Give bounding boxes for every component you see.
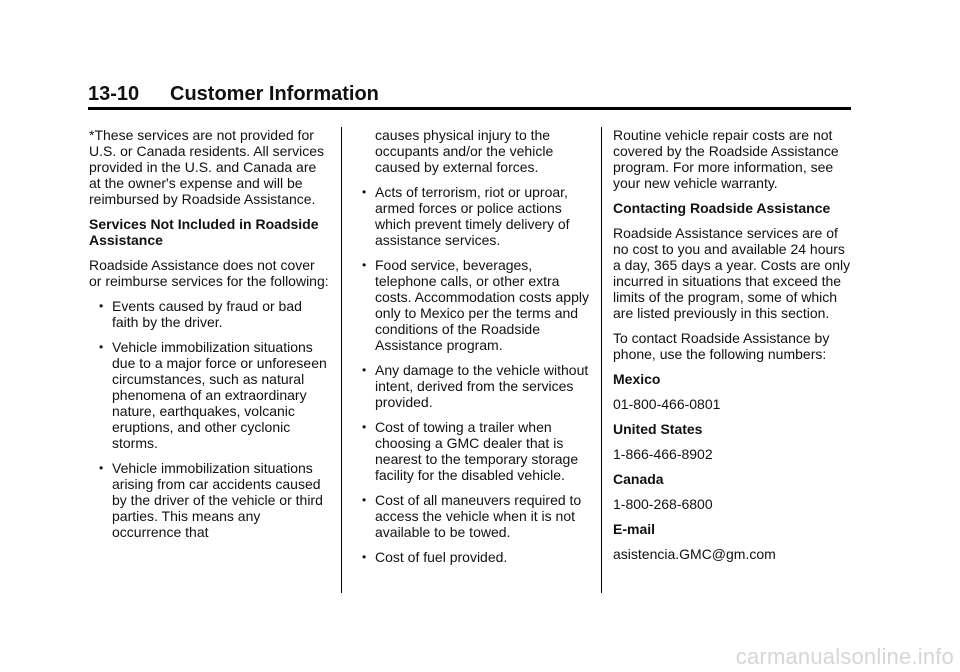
bullet-icon: •: [362, 258, 367, 272]
intro-paragraph: *These services are not provided for U.S. or Canada residents. All services provided in the U.S. and Canada are at the owner's expense and will be reimbursed by Roadside Assistance.: [89, 127, 324, 207]
phone-united-states: 1-866-466-8902: [613, 446, 713, 462]
list-item: • Food service, beverages, telephone calls, or other extra costs. Accommodation costs apply only to Mexico per the terms and conditions of the Roadside Assistance program.: [362, 257, 589, 353]
phone-intro: To contact Roadside Assistance by phone, use the following numbers:: [613, 330, 830, 362]
list-item: • Vehicle immobilization situations due to a major force or unforeseen circumstances, such as natural phenomena of an extraordinary nature, earthquakes, volcanic eruptions, and other cyclonic storms.: [99, 339, 327, 451]
bullet-icon: •: [362, 185, 367, 199]
watermark: carmanualsonline.info: [735, 644, 954, 669]
contact-label-united-states: United States: [613, 421, 703, 437]
list-item: • Cost of fuel provided.: [362, 549, 508, 565]
column-divider: [341, 127, 342, 593]
subheading: Services Not Included in Roadside Assistance: [89, 216, 319, 248]
exclusion-list: [89, 298, 331, 540]
lead-paragraph: Roadside Assistance does not cover or reimburse services for the following:: [89, 257, 329, 289]
list-item: • Cost of all maneuvers required to access the vehicle when it is not available to be towed.: [362, 492, 582, 540]
column-2: [352, 127, 592, 574]
bullet-icon: •: [362, 363, 367, 377]
list-item: • Events caused by fraud or bad faith by the driver.: [99, 298, 302, 330]
phone-mexico: 01-800-466-0801: [613, 396, 721, 412]
contact-heading: Contacting Roadside Assistance: [613, 200, 831, 216]
email-address: asistencia.GMC@gm.com: [613, 546, 776, 562]
list-item: • Cost of towing a trailer when choosing a GMC dealer that is nearest to the temporary storage facility for the disabled vehicle.: [362, 419, 579, 483]
list-item-continuation: causes physical injury to the occupants and/or the vehicle caused by external forces.: [375, 127, 554, 175]
exclusion-list-continued: [352, 127, 592, 565]
contact-label-email: E-mail: [613, 521, 656, 537]
contact-label-mexico: Mexico: [613, 371, 661, 387]
repair-note: Routine vehicle repair costs are not covered by the Roadside Assistance program. For more information, see your new vehicle warranty.: [613, 127, 839, 191]
page-number: 13-10: [88, 83, 140, 105]
contact-label-canada: Canada: [613, 471, 664, 487]
column-3: [613, 127, 853, 571]
list-item: • Acts of terrorism, riot or uproar, armed forces or police actions which prevent timely delivery of assistance services.: [362, 184, 570, 248]
bullet-icon: •: [99, 461, 104, 475]
bullet-icon: •: [99, 340, 104, 354]
list-item: • Vehicle immobilization situations arising from car accidents caused by the driver of the vehicle or third parties. This means any occurrence that: [99, 460, 323, 540]
list-item: • Any damage to the vehicle without intent, derived from the services provided.: [362, 362, 589, 410]
bullet-icon: •: [362, 550, 367, 564]
contact-text: Roadside Assistance services are of no cost to you and available 24 hours a day, 365 days a year. Costs are only incurred in situations that exceed the limits of the program, some of which are listed previously in this section.: [613, 225, 851, 321]
bullet-icon: •: [99, 299, 104, 313]
phone-canada: 1-800-268-6800: [613, 496, 713, 512]
section-title: Customer Information: [170, 83, 379, 105]
column-divider: [601, 127, 602, 593]
page-header: [88, 80, 851, 110]
bullet-icon: •: [362, 420, 367, 434]
column-1: [89, 127, 331, 549]
bullet-icon: •: [362, 493, 367, 507]
